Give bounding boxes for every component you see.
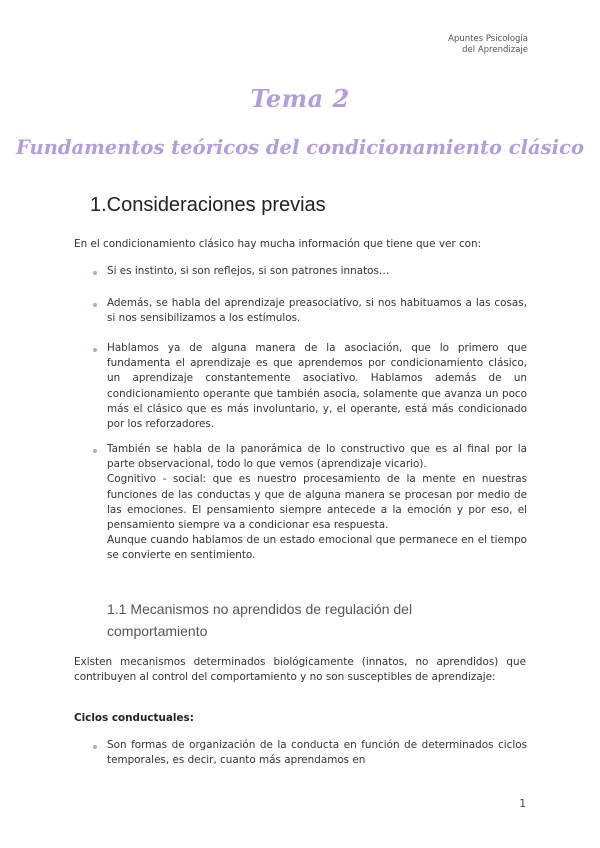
bullet-dot-icon [90, 742, 100, 752]
list-item-line: Cognitivo - social: que es nuestro procesamiento de la mente en nuestras funciones de las conductas y que de alguna manera se procesan por medio de las emociones. El pensamiento siempre antecede a la emoción y por eso, el pensamiento siempre va a condicionar esa respuesta. [107, 473, 527, 532]
list-item: Si es instinto, si son reflejos, si son patrones innatos… [107, 265, 390, 277]
list-item-line: Aunque cuando hablamos de un estado emocional que permanece en el tiempo se convierte en sentimiento. [107, 534, 527, 562]
list-item-line: También se habla de la panorámica de lo constructivo que es al final por la parte observacional, todo lo que vemos (aprendizaje vicario). [107, 443, 527, 471]
page-title: Tema 2 [250, 84, 350, 113]
header-note [448, 34, 528, 56]
body-paragraph: Existen mecanismos determinados biológicamente (innatos, no aprendidos) que contribuyen al control del comportamiento y no son susceptibles de aprendizaje: [74, 656, 526, 684]
bullet-dot-icon [90, 268, 100, 278]
intro-paragraph: En el condicionamiento clásico hay mucha información que tiene que ver con: [74, 238, 482, 250]
list-item: Hablamos ya de alguna manera de la asociación, que lo primero que fundamenta el aprendizaje es que aprendemos por condicionamiento clásico, un aprendizaje constantemente asociativo. Hablamos además de un condicionamiento operante que también asocia, solamente que avanza un poco más el clásico que es más involuntario, y, el operante, está más condicionado por los reforzadores. [107, 342, 527, 431]
page-number: 1 [519, 798, 526, 810]
bullet-dot-icon [90, 345, 100, 355]
list-item: Son formas de organización de la conducta en función de determinados ciclos temporales, es decir, cuanto más aprendamos en [107, 739, 527, 767]
page-subtitle: Fundamentos teóricos del condicionamiento clásico [16, 136, 584, 159]
list-item: Además, se habla del aprendizaje preasociativo, si nos habituamos a las cosas, si nos sensibilizamos a los estímulos. [107, 297, 527, 325]
list-item [107, 442, 527, 564]
section-heading: 1.Consideraciones previas [90, 194, 326, 216]
subsection-heading: 1.1 Mecanismos no aprendidos de regulación del comportamiento [107, 601, 413, 639]
header-line-1: Apuntes Psicología [448, 34, 528, 44]
bullet-dot-icon [90, 300, 100, 310]
bullet-dot-icon [90, 446, 100, 456]
header-line-2: del Aprendizaje [462, 45, 528, 55]
bold-label: Ciclos conductuales: [74, 712, 194, 724]
